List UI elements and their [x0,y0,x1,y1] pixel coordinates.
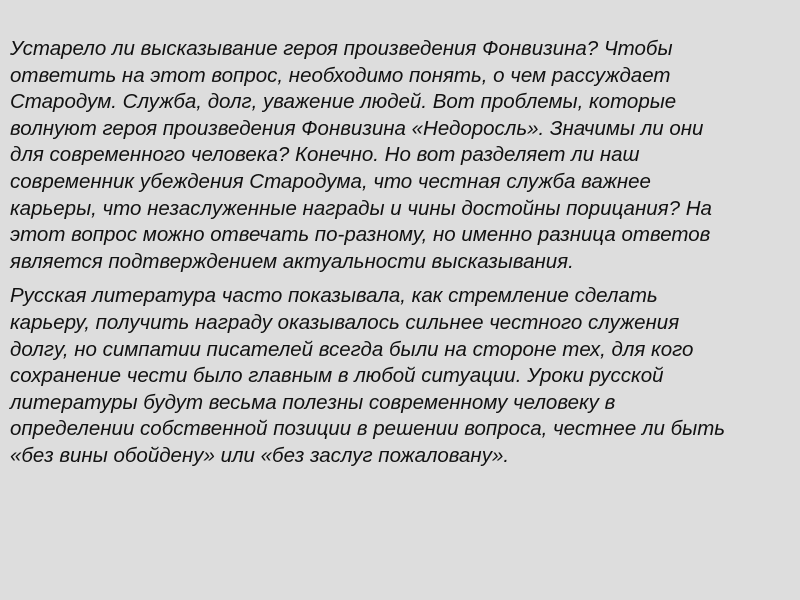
paragraph-1: Устарело ли высказывание героя произведения Фонвизина? Чтобы ответить на этот вопрос, необходимо понять, о чем рассуждает Стародум. Служба, долг, уважение людей. Вот проблемы, которые волнуют героя произведения Фонвизина «Недоросль». Значимы ли они для современного человека? Конечно. Но вот разделяет ли наш современник убеждения Стародума, что честная служба важнее карьеры, что незаслуженные награды и чины достойны порицания? На этот вопрос можно отвечать по-разному, но именно разница ответов является подтверждением актуальности высказывания. [10,37,712,273]
paragraph-2: Русская литература часто показывала, как стремление сделать карьеру, получить награду оказывалось сильнее честного служения долгу, но симпатии писателей всегда были на стороне тех, для кого сохранение чести было главным в любой ситуации. Уроки русской литературы будут весьма полезны современному человеку в определении собственной позиции в решении вопроса, честнее ли быть «без вины обойдену» или «без заслуг пожаловану». [10,284,726,467]
essay-text [10,36,790,470]
